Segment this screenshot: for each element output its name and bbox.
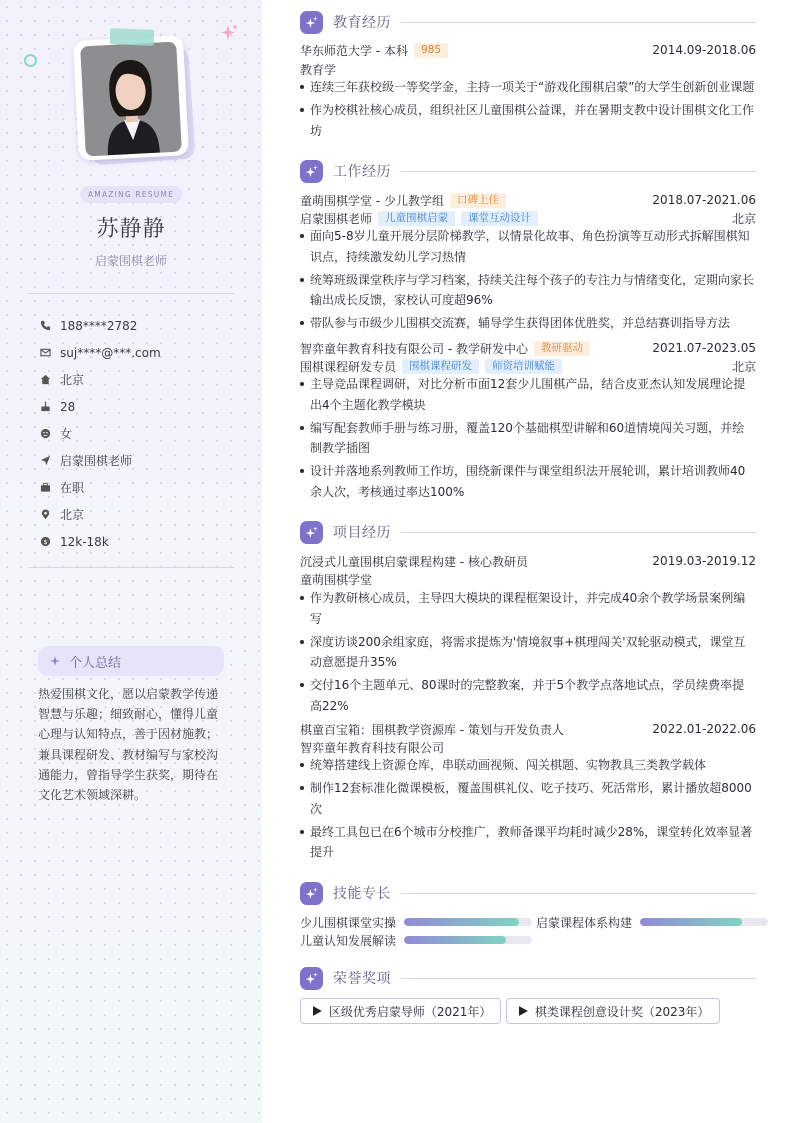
divider [28, 293, 234, 294]
job-location: 北京 [731, 211, 756, 226]
mail-icon [40, 347, 51, 358]
project-date: 2022.01-2022.06 [652, 722, 756, 736]
list-item: 交付16个主题单元、80课时的完整教案，并于5个教学点落地试点，学员续费率提高22% [300, 675, 756, 716]
resume-tag: AMAZING RESUME [80, 186, 182, 203]
sparkle-icon [49, 655, 61, 667]
list-item: 编写配套教师手册与练习册，覆盖120个基础棋型讲解和60道情境闯关习题，并绘制教学插图 [300, 418, 756, 459]
send-icon [40, 455, 51, 466]
skill-tag: 儿童围棋启蒙 [378, 211, 455, 226]
job-bullets [300, 226, 756, 336]
sparkle-icon [305, 16, 318, 29]
section-header-work [300, 159, 756, 183]
info-value: 北京 [60, 373, 85, 387]
project-bullets [300, 755, 756, 865]
info-position [40, 447, 240, 474]
school-name: 华东师范大学 - 本科 [300, 43, 408, 58]
info-city [40, 366, 240, 393]
project-date: 2019.03-2019.12 [652, 554, 756, 568]
skill-level-fill [404, 936, 506, 944]
list-item: 设计并落地系列教师工作坊，围绕新课件与课堂组织法开展轮训，累计培训教师40余人次，考核通过率达100% [300, 461, 756, 502]
company-name: 智弈童年教育科技有限公司 - 教学研发中心 [300, 341, 528, 356]
section-title: 工作经历 [333, 164, 391, 180]
company-name: 童萌围棋学堂 - 少儿教学组 [300, 193, 444, 208]
info-value: 女 [60, 427, 73, 441]
sidebar [0, 0, 262, 1123]
list-item: 统筹搭建线上资源仓库，串联动画视频、闯关棋题、实物教具三类教学载体 [300, 755, 756, 776]
job-position: 启蒙围棋老师 [300, 211, 373, 226]
section-icon [300, 11, 323, 34]
job-bullets [300, 374, 756, 505]
section-rule [401, 532, 756, 533]
briefcase-icon [40, 482, 51, 493]
project-org-row [300, 738, 756, 756]
education-major-row [300, 60, 756, 78]
summary-header [38, 646, 224, 676]
list-item: 带队参与市级少儿围棋交流赛，辅导学生获得团体优胜奖，并总结赛训指导方法 [300, 313, 756, 334]
job-header [300, 339, 756, 357]
list-item: 作为校棋社核心成员，组织社区儿童围棋公益课，并在暑期支教中设计围棋文化工作坊 [300, 100, 756, 141]
honor-label: 棋类课程创意设计奖（2023年） [534, 1004, 710, 1019]
education-date: 2014.09-2018.06 [652, 43, 756, 57]
project-header [300, 552, 756, 570]
info-value: 28 [60, 399, 76, 414]
section-title: 项目经历 [333, 525, 391, 541]
honor-item [506, 998, 720, 1024]
sparkle-icon [305, 165, 318, 178]
school-badge: 985 [414, 43, 448, 58]
avatar [80, 42, 182, 157]
candidate-name: 苏静静 [96, 217, 166, 242]
sparkle-icon [305, 526, 318, 539]
job-position-row [300, 357, 756, 375]
contact-info-list [40, 312, 240, 555]
company-badge: 口碑上佳 [450, 193, 506, 208]
home-icon [40, 374, 51, 385]
info-value: 北京 [60, 508, 85, 522]
sparkle-icon [305, 887, 318, 900]
section-title: 技能专长 [333, 886, 391, 902]
info-location [40, 501, 240, 528]
section-title: 教育经历 [333, 15, 391, 31]
info-value: 188****2782 [60, 318, 138, 333]
section-rule [401, 22, 756, 23]
skill-item [300, 914, 532, 930]
section-header-honors [300, 966, 756, 990]
section-icon [300, 882, 323, 905]
honor-item [300, 998, 501, 1024]
list-item: 最终工具包已在6个城市分校推广，教师备课平均耗时减少28%，课堂转化效率显著提升 [300, 822, 756, 863]
company-badge: 教研驱动 [534, 341, 590, 356]
section-title: 荣誉奖项 [333, 971, 391, 987]
phone-icon [40, 320, 51, 331]
skill-level-fill [640, 918, 742, 926]
skill-level-fill [404, 918, 519, 926]
salary-icon [40, 536, 51, 547]
candidate-role: 启蒙围棋老师 [94, 254, 167, 268]
section-rule [401, 171, 756, 172]
location-pin-icon [40, 509, 51, 520]
list-item: 制作12套标准化微课模板，覆盖围棋礼仪、吃子技巧、死活常形，累计播放超8000次 [300, 778, 756, 819]
section-header-skills [300, 881, 756, 905]
skill-tag: 围棋课程研发 [402, 359, 479, 374]
project-header [300, 720, 756, 738]
section-icon [300, 521, 323, 544]
job-position: 围棋课程研发专员 [300, 359, 397, 374]
list-item: 作为教研核心成员，主导四大模块的课程框架设计，并完成40余个教学场景案例编写 [300, 588, 756, 629]
section-header-education [300, 10, 756, 34]
section-icon [300, 967, 323, 990]
job-date: 2018.07-2021.06 [652, 193, 756, 207]
skill-tag: 师资培训赋能 [485, 359, 562, 374]
cake-icon [40, 401, 51, 412]
education-header [300, 41, 756, 59]
info-value: suj****@***.com [60, 345, 161, 360]
info-status [40, 474, 240, 501]
education-bullets [300, 77, 756, 144]
job-header [300, 191, 756, 209]
play-triangle-icon [519, 1006, 528, 1016]
photo-tape [110, 28, 155, 46]
section-icon [300, 160, 323, 183]
list-item: 面向5-8岁儿童开展分层阶梯教学，以情景化故事、角色扮演等互动形式拆解围棋知识点，持续激发幼儿学习热情 [300, 226, 756, 267]
divider [28, 567, 234, 568]
project-name: 棋童百宝箱：围棋教学资源库 - 策划与开发负责人 [300, 722, 564, 737]
sparkle-icon [305, 972, 318, 985]
skill-name: 启蒙课程体系构建 [536, 915, 633, 930]
info-gender [40, 420, 240, 447]
project-org: 童萌围棋学堂 [300, 572, 373, 587]
info-age [40, 393, 240, 420]
skill-item [536, 914, 768, 930]
skill-level-bar [640, 918, 768, 926]
section-rule [401, 893, 756, 894]
sparkle-icon [219, 23, 239, 43]
skill-level-bar [404, 936, 532, 944]
section-header-projects [300, 520, 756, 544]
skill-level-bar [404, 918, 532, 926]
info-email [40, 339, 240, 366]
list-item: 连续三年获校级一等奖学金，主持一项关于“游戏化围棋启蒙”的大学生创新创业课题 [300, 77, 756, 98]
info-phone [40, 312, 240, 339]
job-date: 2021.07-2023.05 [652, 341, 756, 355]
project-org: 智弈童年教育科技有限公司 [300, 740, 445, 755]
skill-name: 儿童认知发展解读 [300, 933, 397, 948]
list-item: 主导竞品课程调研，对比分析市面12套少儿围棋产品，结合皮亚杰认知发展理论提出4个主题化教学模块 [300, 374, 756, 415]
skill-item [300, 932, 532, 948]
info-value: 启蒙围棋老师 [60, 454, 133, 468]
list-item: 统筹班级课堂秩序与学习档案，持续关注每个孩子的专注力与情绪变化，定期向家长输出成长反馈，家校认可度超96% [300, 270, 756, 311]
svg-text:$: $ [43, 537, 48, 546]
section-rule [401, 978, 756, 979]
gender-icon [40, 428, 51, 439]
play-triangle-icon [313, 1006, 322, 1016]
project-bullets [300, 588, 756, 719]
list-item: 深度访谈200余组家庭，将需求提炼为'情境叙事+棋理闯关'双轮驱动模式，课堂互动意愿提升35% [300, 632, 756, 673]
job-position-row [300, 209, 756, 227]
job-location: 北京 [731, 359, 756, 374]
skill-tag: 课堂互动设计 [461, 211, 538, 226]
skill-name: 少儿围棋课堂实操 [300, 915, 397, 930]
summary-title: 个人总结 [69, 655, 122, 671]
project-org-row [300, 570, 756, 588]
summary-text: 热爱围棋文化，愿以启蒙教学传递智慧与乐趣；细致耐心，懂得儿童心理与认知特点，善于因材施教；兼具课程研发、教材编写与家校沟通能力，曾指导学生获奖，期待在文化艺术领域深耕。 [38, 687, 219, 803]
honor-label: 区级优秀启蒙导师（2021年） [328, 1004, 492, 1019]
major: 教育学 [300, 62, 337, 77]
decorative-ring [24, 54, 37, 67]
info-value: 在职 [60, 481, 85, 495]
info-salary [40, 528, 240, 555]
info-value: 12k-18k [60, 534, 109, 549]
project-name: 沉浸式儿童围棋启蒙课程构建 - 核心教研员 [300, 554, 528, 569]
